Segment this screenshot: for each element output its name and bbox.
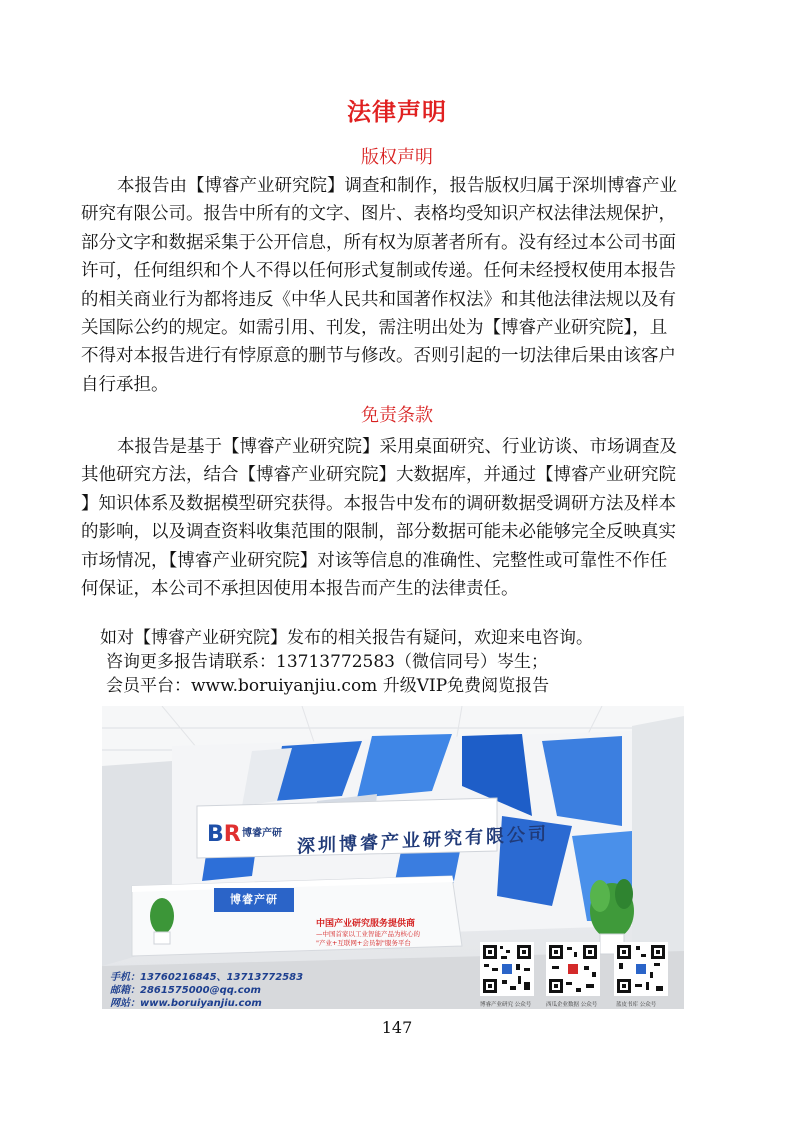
contact-website: 会员平台：www.boruiyanjiu.com 升级VIP免费阅览报告 bbox=[106, 676, 550, 696]
copyright-line: 关国际公约的规定。如需引用、刊发，需注明出处为【博睿产业研究院】，且 bbox=[81, 318, 668, 339]
disclaimer-line: 本报告是基于【博睿产业研究院】采用桌面研究、行业访谈、市场调查及 bbox=[117, 437, 677, 457]
qr-code-icon bbox=[614, 942, 668, 996]
copyright-heading: 版权声明 bbox=[361, 147, 433, 168]
qr-code bbox=[614, 942, 668, 996]
desk-plate: 博睿产研 bbox=[214, 888, 294, 912]
desk-slogan: 中国产业研究服务提供商 bbox=[316, 919, 416, 929]
page-number: 147 bbox=[381, 1018, 413, 1037]
copyright-line: 部分文字和数据采集于公开信息，所有权为原著者所有。没有经过本公司书面 bbox=[81, 232, 676, 253]
copyright-paragraph bbox=[81, 172, 721, 399]
disclaimer-line: 其他研究方法，结合【博睿产业研究院】大数据库，并通过【博睿产业研究院 bbox=[81, 465, 676, 486]
qr-code-icon bbox=[480, 942, 534, 996]
qr-code bbox=[480, 942, 534, 996]
copyright-line: 研究有限公司。报告中所有的文字、图片、表格均受知识产权法律法规保护， bbox=[81, 204, 676, 225]
qr-code bbox=[546, 942, 600, 996]
wall-sign: 深圳博睿产业研究有限公司 bbox=[297, 823, 549, 858]
page-title: 法律声明 bbox=[347, 97, 447, 126]
contact-phone: 咨询更多报告请联系：13713772583（微信同号）岑生； bbox=[106, 652, 548, 672]
disclaimer-line: 的影响，以及调查资料收集范围的限制，部分数据可能未必能够完全反映真实 bbox=[81, 522, 676, 543]
disclaimer-line: 何保证，本公司不承担因使用本报告而产生的法律责任。 bbox=[81, 579, 519, 600]
qr-caption: 博睿产业研究 公众号 bbox=[480, 1002, 532, 1008]
copyright-line: 不得对本报告进行有悖原意的删节与修改。否则引起的一切法律后果由该客户 bbox=[81, 346, 676, 367]
copyright-line: 许可，任何组织和个人不得以任何形式复制或传递。任何未经授权使用本报告 bbox=[81, 261, 676, 282]
company-logo: BR bbox=[207, 822, 241, 847]
copyright-line: 本报告由【博睿产业研究院】调查和制作，报告版权归属于深圳博睿产业 bbox=[117, 176, 677, 196]
office-photo bbox=[102, 706, 684, 1009]
disclaimer-line: 】知识体系及数据模型研究获得。本报告中发布的调研数据受调研方法及样本 bbox=[81, 493, 676, 514]
contact-inquiry: 如对【博睿产业研究院】发布的相关报告有疑问，欢迎来电咨询。 bbox=[100, 628, 593, 648]
qr-code-icon bbox=[546, 942, 600, 996]
logo-name: 博睿产研 bbox=[242, 828, 282, 839]
qr-caption: 蓝皮书库 公众号 bbox=[616, 1002, 657, 1008]
qr-caption: 西瓜企业数据 公众号 bbox=[546, 1002, 598, 1008]
photo-email: 邮箱：2861575000@qq.com bbox=[110, 985, 261, 996]
copyright-line: 自行承担。 bbox=[81, 374, 169, 395]
photo-phone: 手机：13760216845、13713772583 bbox=[110, 972, 304, 983]
photo-website: 网站：www.boruiyanjiu.com bbox=[110, 998, 262, 1009]
disclaimer-paragraph bbox=[81, 433, 721, 603]
disclaimer-line: 市场情况，【博睿产业研究院】对该等信息的准确性、完整性或可靠性不作任 bbox=[81, 550, 668, 571]
copyright-line: 的相关商业行为都将违反《中华人民共和国著作权法》和其他法律法规以及有 bbox=[81, 289, 676, 310]
disclaimer-heading: 免责条款 bbox=[361, 405, 433, 426]
desk-subtitle: —中国首家以工业智能产品为核心的 "产业+互联网+会员制"服务平台 bbox=[316, 930, 420, 947]
